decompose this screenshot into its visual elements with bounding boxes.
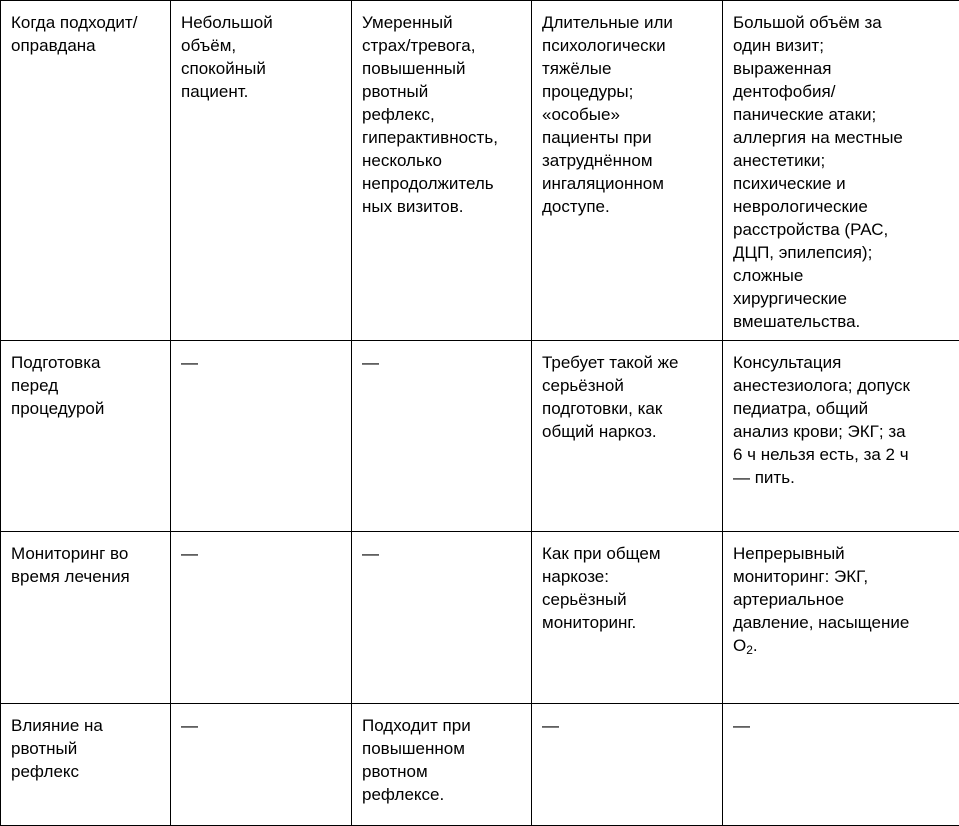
table-cell: Небольшой объём, спокойный пациент.	[171, 0, 352, 341]
table-cell: —	[352, 341, 532, 532]
monitoring-text: Непрерывный мониторинг: ЭКГ, артериальное давление, насыщение	[733, 544, 910, 632]
row-label-monitoring: Мониторинг во время лечения	[0, 532, 171, 704]
o2-symbol: O	[733, 636, 747, 655]
table-cell: —	[532, 704, 723, 826]
row-label-gag-reflex: Влияние на рвотный рефлекс	[0, 704, 171, 826]
o2-tail: .	[752, 636, 758, 655]
table-cell: Требует такой же серьёзной подготовки, как общий наркоз.	[532, 341, 723, 532]
o2-subscript: 2	[746, 643, 753, 657]
table-cell: Консультация анестезиолога; допуск педиатра, общий анализ крови; ЭКГ; за 6 ч нельзя есть, за 2 ч — пить.	[723, 341, 959, 532]
row-label-indications: Когда подходит/ оправдана	[0, 0, 171, 341]
table-cell	[723, 532, 959, 704]
table-cell: Длительные или психологически тяжёлые процедуры; «особые» пациенты при затруднённом ингаляционном доступе.	[532, 0, 723, 341]
table-cell: Подходит при повышенном рвотном рефлексе.	[352, 704, 532, 826]
table-cell: —	[352, 532, 532, 704]
table-cell: —	[171, 532, 352, 704]
table-cell: —	[171, 341, 352, 532]
table-cell: Как при общем наркозе: серьёзный мониторинг.	[532, 532, 723, 704]
table-cell: Большой объём за один визит; выраженная дентофобия/ панические атаки; аллергия на местные анестетики; психические и неврологические расстройства (РАС, ДЦП, эпилепсия); сложные хирургические вмешательства.	[723, 0, 959, 341]
table-cell: —	[723, 704, 959, 826]
table-cell: —	[171, 704, 352, 826]
row-label-preparation: Подготовка перед процедурой	[0, 341, 171, 532]
table-cell: Умеренный страх/тревога, повышенный рвотный рефлекс, гиперактивность, несколько непродолжитель ных визитов.	[352, 0, 532, 341]
